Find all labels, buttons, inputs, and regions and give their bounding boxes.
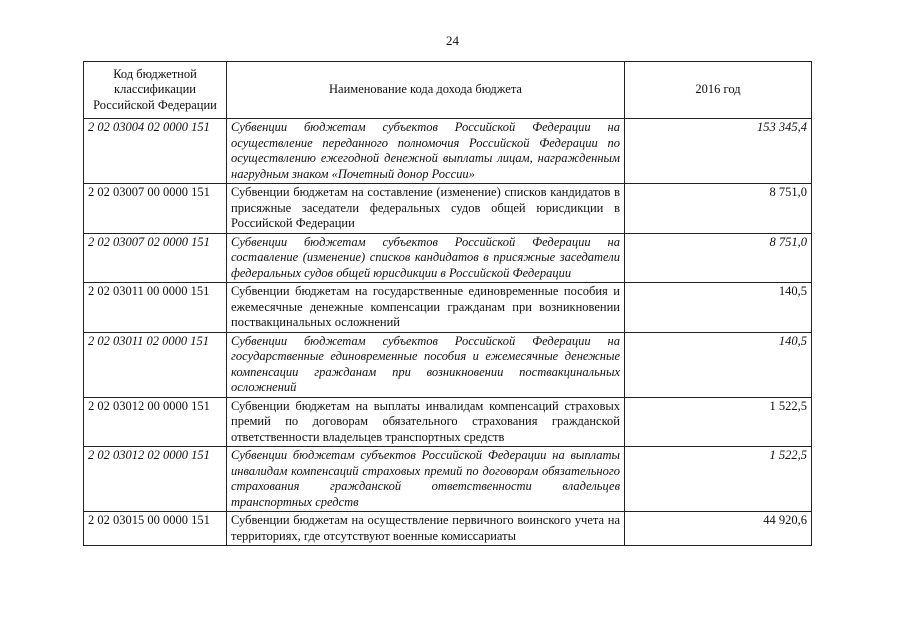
row-value: 44 920,6 (625, 512, 812, 546)
row-value: 8 751,0 (625, 233, 812, 283)
table-row (84, 447, 812, 512)
row-code: 2 02 03012 00 0000 151 (84, 397, 227, 447)
page-number: 24 (446, 33, 459, 48)
row-value: 1 522,5 (625, 397, 812, 447)
table-row (84, 397, 812, 447)
row-value: 1 522,5 (625, 447, 812, 512)
row-value: 140,5 (625, 283, 812, 333)
table-row (84, 184, 812, 234)
row-name: Субвенции бюджетам на государственные единовременные пособия и ежемесячные денежные компенсации гражданам при возникновении поствакцинальных осложнений (227, 283, 625, 333)
row-value: 8 751,0 (625, 184, 812, 234)
row-value: 140,5 (625, 332, 812, 397)
table-row (84, 119, 812, 184)
row-code: 2 02 03011 00 0000 151 (84, 283, 227, 333)
row-name: Субвенции бюджетам субъектов Российской Федерации на составление (изменение) списков кандидатов в присяжные заседатели федеральных судов общей юрисдикции в Российской Федерации (227, 233, 625, 283)
header-year: 2016 год (625, 62, 812, 119)
row-name: Субвенции бюджетам субъектов Российской Федерации на государственные единовременные пособия и ежемесячные денежные компенсации гражданам при возникновении поствакцинальных осложнений (227, 332, 625, 397)
row-code: 2 02 03012 02 0000 151 (84, 447, 227, 512)
table-row (84, 233, 812, 283)
table-row (84, 512, 812, 546)
row-name: Субвенции бюджетам на осуществление первичного воинского учета на территориях, где отсутствуют военные комиссариаты (227, 512, 625, 546)
row-value: 153 345,4 (625, 119, 812, 184)
row-name: Субвенции бюджетам субъектов Российской Федерации на осуществление переданного полномочия Российской Федерации по осуществлению ежегодной денежной выплаты лицам, награжденным нагрудным знаком «Почетный донор России» (227, 119, 625, 184)
row-name: Субвенции бюджетам на составление (изменение) списков кандидатов в присяжные заседатели федеральных судов общей юрисдикции в Российской Федерации (227, 184, 625, 234)
row-code: 2 02 03007 02 0000 151 (84, 233, 227, 283)
row-name: Субвенции бюджетам на выплаты инвалидам компенсаций страховых премий по договорам обязательного страхования гражданской ответственности владельцев транспортных средств (227, 397, 625, 447)
row-code: 2 02 03004 02 0000 151 (84, 119, 227, 184)
row-code: 2 02 03007 00 0000 151 (84, 184, 227, 234)
table-header-row (84, 62, 812, 119)
row-name: Субвенции бюджетам субъектов Российской Федерации на выплаты инвалидам компенсаций страховых премий по договорам обязательного страхования гражданской ответственности владельцев транспортных средств (227, 447, 625, 512)
header-code: Код бюджетной классификации Российской Федерации (84, 62, 227, 119)
header-name: Наименование кода дохода бюджета (227, 62, 625, 119)
row-code: 2 02 03011 02 0000 151 (84, 332, 227, 397)
table-row (84, 332, 812, 397)
row-code: 2 02 03015 00 0000 151 (84, 512, 227, 546)
table-row (84, 283, 812, 333)
budget-table (83, 61, 812, 546)
